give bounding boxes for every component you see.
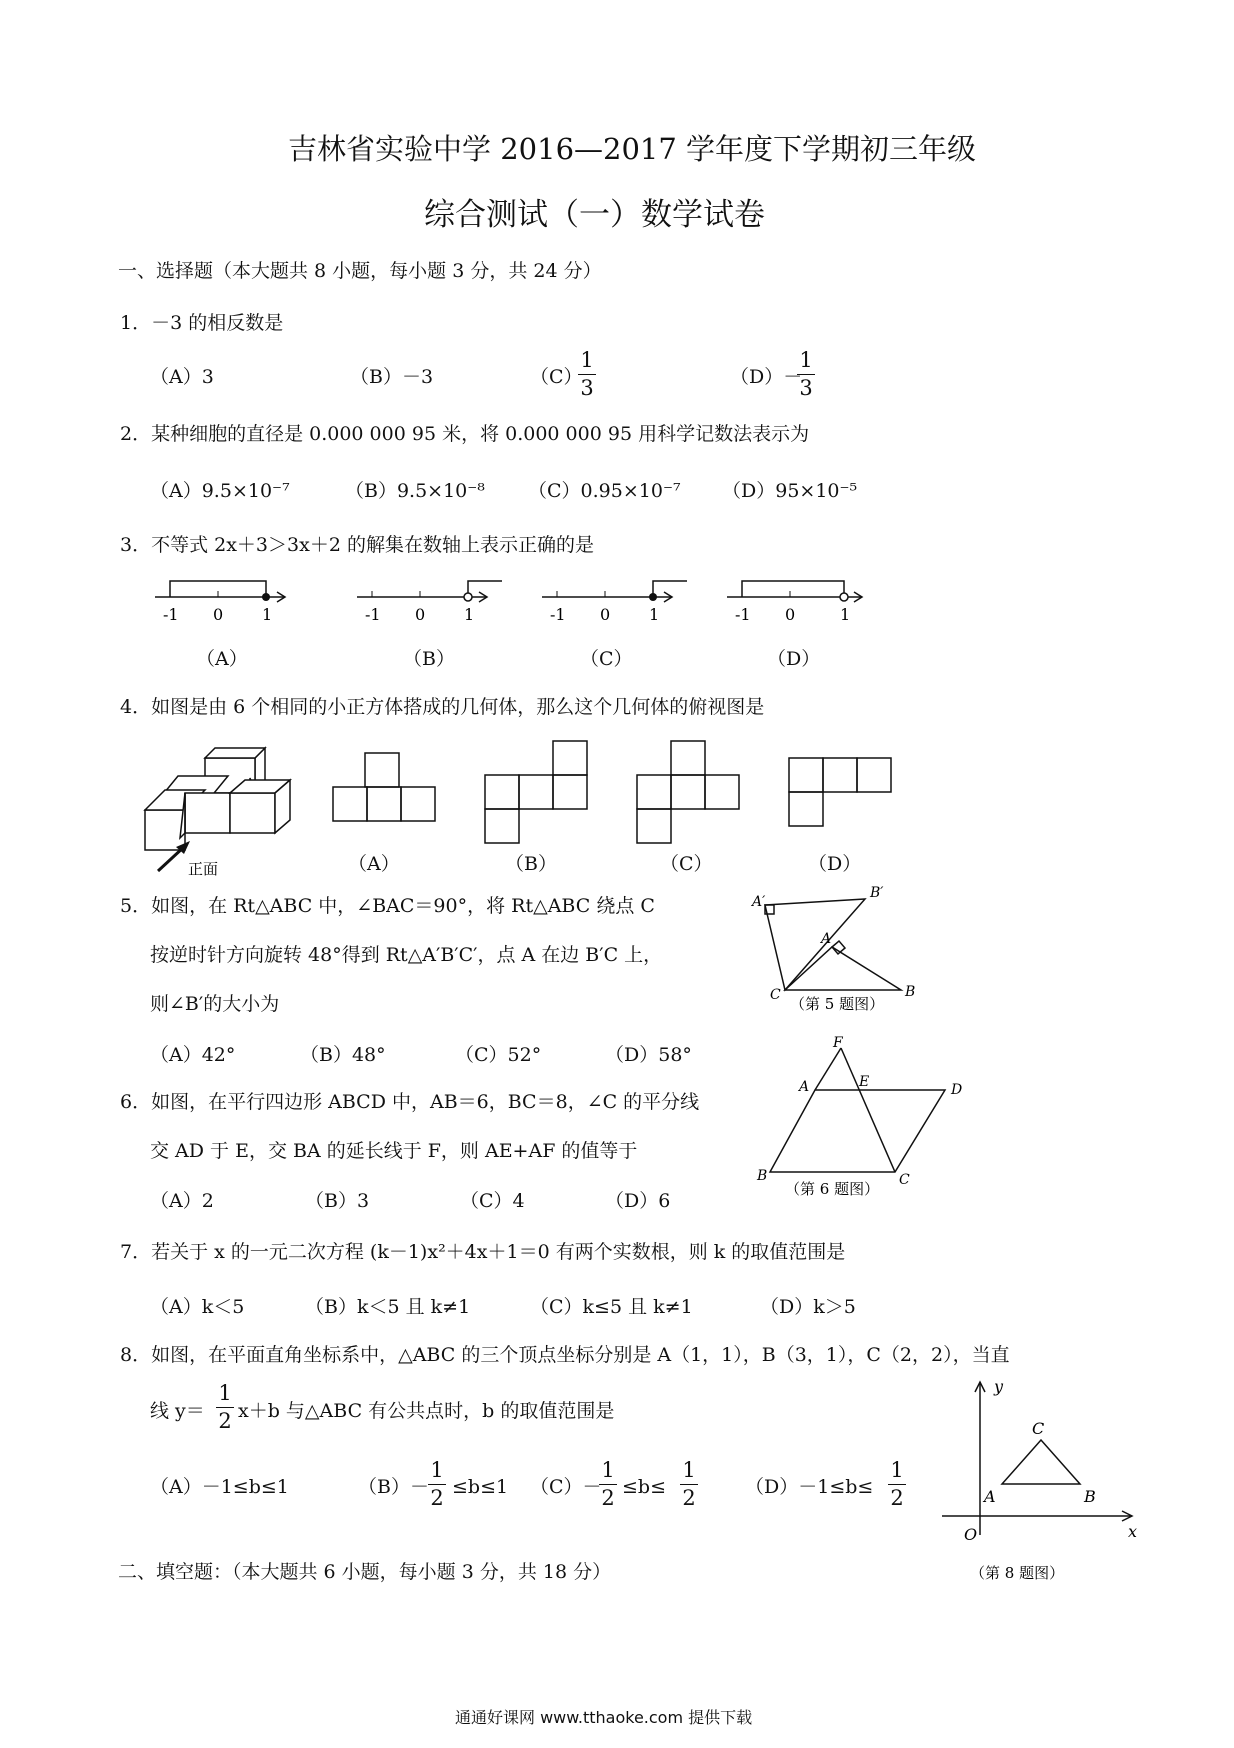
q1-option-b: （B）－3 xyxy=(350,366,434,388)
q8-option-b-fraction: 1 2 xyxy=(428,1460,446,1509)
tick-label: 0 xyxy=(600,605,611,624)
q4-view-b xyxy=(484,740,589,845)
q6-stem-line1: 6．如图，在平行四边形 ABCD 中，AB＝6，BC＝8，∠C 的平分线 xyxy=(120,1091,700,1113)
q8-option-d-fraction: 1 2 xyxy=(888,1460,906,1509)
q8-option-c-fraction-hi: 1 2 xyxy=(680,1460,698,1509)
q2-stem: 2．某种细胞的直径是 0.000 000 95 米，将 0.000 000 95 用科学记数法表示为 xyxy=(120,423,810,445)
point-label: F xyxy=(833,1035,843,1051)
point-label: C xyxy=(899,1172,910,1188)
q8-stem-line2-pre: 线 y＝ xyxy=(150,1400,205,1422)
q4-label-b: （B） xyxy=(505,853,557,875)
tick-label: -1 xyxy=(550,605,566,624)
q1-stem: 1．－3 的相反数是 xyxy=(120,312,284,334)
tick-label: 1 xyxy=(262,605,273,624)
q3-numberline-c xyxy=(537,575,687,625)
point-label: A xyxy=(821,931,832,947)
footer-text: 通通好课网 www.tthaoke.com 提供下载 xyxy=(455,1708,753,1727)
q4-view-a xyxy=(332,752,437,824)
q2-option-c: （C）0.95×10⁻⁷ xyxy=(528,480,681,502)
q5-figure xyxy=(752,885,925,1015)
q3-label-b: （B） xyxy=(403,648,455,670)
q4-view-c xyxy=(636,740,741,845)
q6-option-a: （A）2 xyxy=(150,1190,214,1212)
q8-stem-line1: 8．如图，在平面直角坐标系中，△ABC 的三个顶点坐标分别是 A（1，1），B（3，1），C（2，2），当直 xyxy=(120,1344,1010,1366)
q3-numberline-b xyxy=(352,575,502,625)
q4-stem: 4．如图是由 6 个相同的小正方体搭成的几何体，那么这个几何体的俯视图是 xyxy=(120,696,765,718)
q4-view-d xyxy=(788,757,893,829)
title-line1: 吉林省实验中学 2016—2017 学年度下学期初三年级 xyxy=(288,132,977,166)
q8-option-d-pre: （D）－1≤b≤ xyxy=(745,1476,874,1498)
q6-option-b: （B）3 xyxy=(305,1190,370,1212)
axis-label: y xyxy=(994,1377,1004,1396)
q6-caption: （第 6 题图） xyxy=(785,1180,880,1198)
front-label: 正面 xyxy=(188,860,219,878)
q7-option-b: （B）k＜5 且 k≠1 xyxy=(305,1296,471,1318)
point-label: C xyxy=(770,987,781,1003)
q5-option-c: （C）52° xyxy=(455,1044,542,1066)
q5-option-a: （A）42° xyxy=(150,1044,236,1066)
point-label: A xyxy=(984,1487,996,1506)
tick-label: 0 xyxy=(415,605,426,624)
tick-label: 0 xyxy=(785,605,796,624)
section2-heading: 二、填空题：（本大题共 6 小题，每小题 3 分，共 18 分） xyxy=(118,1561,612,1583)
q8-caption: （第 8 题图） xyxy=(970,1564,1065,1582)
q8-option-b-pre: （B）－ xyxy=(358,1476,429,1498)
point-label: B′ xyxy=(870,885,884,901)
q1-option-d: （D）－ xyxy=(730,366,803,388)
q7-option-c: （C）k≤5 且 k≠1 xyxy=(530,1296,693,1318)
point-label: B xyxy=(1084,1487,1096,1506)
q3-numberline-d xyxy=(722,575,872,625)
q8-option-b-post: ≤b≤1 xyxy=(452,1476,509,1498)
q3-stem: 3．不等式 2x＋3＞3x＋2 的解集在数轴上表示正确的是 xyxy=(120,534,594,556)
point-label: C xyxy=(1032,1419,1045,1438)
q2-option-d: （D）95×10⁻⁵ xyxy=(722,480,858,502)
point-label: A xyxy=(799,1079,810,1095)
q6-option-c: （C）4 xyxy=(460,1190,525,1212)
q5-option-b: （B）48° xyxy=(300,1044,386,1066)
axis-label: x xyxy=(1128,1522,1138,1541)
q5-option-d: （D）58° xyxy=(605,1044,692,1066)
q8-stem-line2-post: x＋b 与△ABC 有公共点时，b 的取值范围是 xyxy=(238,1400,615,1422)
q3-label-c: （C） xyxy=(580,648,633,670)
q4-label-a: （A） xyxy=(348,853,400,875)
q3-numberline-a xyxy=(150,575,290,625)
tick-label: 1 xyxy=(649,605,660,624)
section1-heading: 一、选择题（本大题共 8 小题，每小题 3 分，共 24 分） xyxy=(118,260,602,282)
q7-option-d: （D）k＞5 xyxy=(760,1296,856,1318)
q7-option-a: （A）k＜5 xyxy=(150,1296,245,1318)
origin-label: O xyxy=(964,1525,978,1544)
q1-fraction-c: 1 3 xyxy=(578,350,596,399)
q6-option-d: （D）6 xyxy=(605,1190,671,1212)
q5-caption: （第 5 题图） xyxy=(790,995,885,1013)
q8-option-c-pre: （C）－ xyxy=(530,1476,602,1498)
q1-option-a: （A）3 xyxy=(150,366,214,388)
q6-figure xyxy=(755,1035,975,1215)
q2-option-b: （B）9.5×10⁻⁸ xyxy=(345,480,485,502)
q1-option-c: （C） xyxy=(530,366,583,388)
title-line2: 综合测试（一）数学试卷 xyxy=(424,197,765,233)
q2-option-a: （A）9.5×10⁻⁷ xyxy=(150,480,290,502)
q4-label-c: （C） xyxy=(660,853,713,875)
q8-option-c-fraction-lo: 1 2 xyxy=(599,1460,617,1509)
point-label: D xyxy=(951,1082,963,1098)
q5-stem-line1: 5．如图，在 Rt△ABC 中，∠BAC＝90°，将 Rt△ABC 绕点 C xyxy=(120,895,655,917)
q8-option-c-mid: ≤b≤ xyxy=(622,1476,667,1498)
q1-fraction-d: 1 3 xyxy=(797,350,815,399)
q5-stem-line2: 按逆时针方向旋转 48°得到 Rt△A′B′C′，点 A 在边 B′C 上， xyxy=(150,944,663,966)
q8-option-a: （A）－1≤b≤1 xyxy=(150,1476,289,1498)
point-label: E xyxy=(859,1074,870,1090)
q5-stem-line3: 则∠B′的大小为 xyxy=(150,993,280,1015)
q3-label-d: （D） xyxy=(767,648,821,670)
q8-figure xyxy=(940,1377,1140,1595)
tick-label: 0 xyxy=(213,605,224,624)
tick-label: -1 xyxy=(735,605,751,624)
point-label: A′ xyxy=(752,894,766,910)
point-label: B xyxy=(905,984,916,1000)
q3-label-a: （A） xyxy=(196,648,248,670)
point-label: B xyxy=(757,1168,768,1184)
q7-stem: 7．若关于 x 的一元二次方程 (k－1)x²＋4x＋1＝0 有两个实数根，则 k 的取值范围是 xyxy=(120,1241,846,1263)
tick-label: 1 xyxy=(464,605,475,624)
q4-label-d: （D） xyxy=(808,853,862,875)
q4-solid-figure xyxy=(140,738,310,878)
tick-label: -1 xyxy=(163,605,179,624)
tick-label: 1 xyxy=(840,605,851,624)
q6-stem-line2: 交 AD 于 E，交 BA 的延长线于 F，则 AE+AF 的值等于 xyxy=(150,1140,638,1162)
tick-label: -1 xyxy=(365,605,381,624)
q8-half-fraction: 1 2 xyxy=(216,1383,234,1432)
